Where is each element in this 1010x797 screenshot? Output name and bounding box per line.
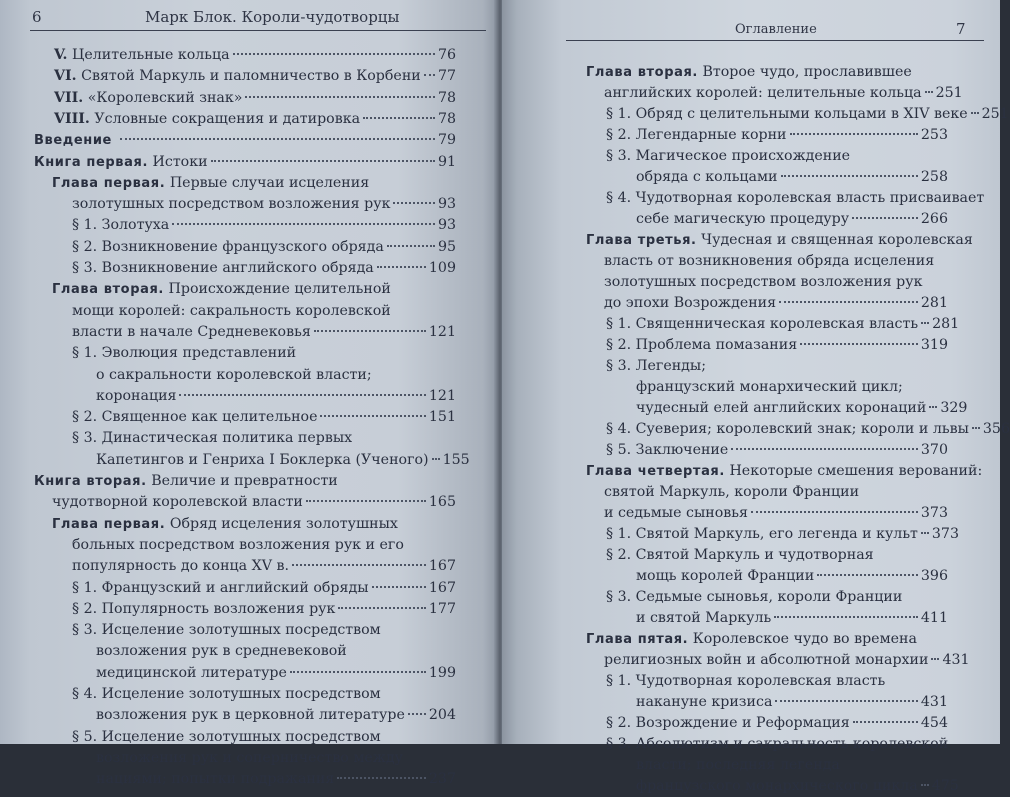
dot-leader [245,96,435,98]
toc-entry-title: власть от возникновения обряда исцеления [604,253,935,269]
toc-line [52,279,456,300]
toc-line [606,524,959,545]
toc-line [586,461,983,482]
dot-leader [921,532,929,534]
toc-entry-title: Обряд исцеления золотушных [169,515,398,532]
page-number: 7 [956,20,966,38]
toc-page-number: 76 [437,47,456,63]
toc-page-number: 121 [428,387,456,404]
toc-line [52,173,456,194]
toc-entry-label: § 4. [72,686,98,702]
toc-entry-title: Исцеление золотушных посредством [101,622,381,639]
toc-entry-title: Истоки [152,153,208,170]
toc-line [34,152,456,173]
toc-entry-label: § 4. [606,421,632,437]
toc-line [54,109,456,130]
toc-entry-title: популярность до конца XV в. [72,558,289,575]
toc-page-number: 95 [437,238,456,255]
toc-entry-label: Глава вторая. [52,282,164,298]
dot-leader [972,427,980,429]
dot-leader [338,607,426,609]
toc-entry-label: § 2. [606,547,632,563]
toc-entry-label: Глава четвертая. [586,464,725,479]
toc-line [636,755,948,776]
toc-entry-label: § 1. [72,579,98,596]
dot-leader [817,574,918,576]
toc-entry-label: § 1. [72,217,98,234]
toc-entry-title: мощи королей: сакральность королевской [72,302,391,319]
toc-line [72,258,456,279]
toc-line [606,104,1009,125]
toc-entry-label: § 3. [606,736,632,752]
toc-entry-title: Происхождение целительной [168,281,391,298]
toc-label-gap [112,130,117,151]
toc-entry-title: Целительные кольца [71,47,230,63]
toc-entry-title: накануне кризиса [636,694,773,710]
toc-entry-label: VII. [54,89,84,106]
toc-entry-title: золотушных посредством возложения рук [72,196,391,213]
toc-entry-label: § 3. [72,430,98,447]
toc-page-number: 204 [428,707,456,724]
toc-page-number: 431 [942,652,970,668]
toc-entry-title: Магическое происхождение [635,148,851,164]
page-number: 6 [32,8,42,26]
toc-line [636,167,948,188]
toc-line [96,365,456,386]
toc-line [604,503,948,524]
toc-entry-label: § 2. [606,127,632,143]
toc-line [72,428,456,449]
toc-entry-title: Эволюция представлений [101,345,297,362]
dot-leader [290,671,426,673]
toc-page-number: 78 [437,89,456,106]
toc-entry-title: Королевское чудо во времена [692,631,917,647]
toc-entry-label: V. [54,47,68,63]
toc-line [72,727,456,748]
toc-entry-title: английских королей: целительные кольца [604,85,922,101]
toc-line [604,251,948,272]
toc-entry-title: власти; последняя легенда [636,757,840,773]
toc-line [636,377,948,398]
dot-leader [233,53,435,55]
toc-line [72,215,456,236]
running-head: Марк Блок. Короли-чудотворцы [145,8,400,26]
toc-entry-title: о сакральности королевской власти; [96,366,372,383]
toc-entry-label: § 1. [606,673,632,689]
toc-entry-label: § 4. [606,190,632,206]
toc-page-number: 281 [932,316,960,332]
toc-entry-label: Книга вторая. [34,474,147,489]
toc-entry-label: § 2. [72,600,98,617]
toc-page-number: 431 [920,694,948,710]
toc-entry-label: Глава первая. [52,175,166,191]
toc-line [72,194,456,215]
toc-entry-title: обряда с кольцами [636,169,778,185]
toc-line [72,620,456,641]
toc-entry-title: Проблема помазания [635,337,798,353]
toc-page-number: 319 [920,337,948,353]
toc-line [54,45,456,66]
toc-line [606,146,948,167]
dot-leader [211,160,435,162]
toc-page-number: 177 [428,600,456,617]
dot-leader [790,133,918,135]
toc-line [606,419,1010,440]
toc-entry-title: себе магическую процедуру [636,211,850,227]
toc-entry-title: Седьмые сыновья, короли Франции [635,589,903,605]
dot-leader [774,616,918,618]
toc-entry-label: § 3. [72,260,98,276]
toc-line [606,125,948,146]
toc-entry-title: Чудесная и священная королевская [701,232,973,248]
toc-page-number: 258 [920,169,948,185]
toc-line [606,713,948,734]
toc-line [96,705,456,726]
toc-entry-label: Глава третья. [586,233,697,248]
toc-entry-title: Легенды; [635,358,706,374]
toc-page-number: 93 [437,217,456,234]
toc-entry-title: святой Маркуль, короли Франции [604,484,860,500]
toc-entry-label: Книга первая. [34,154,148,170]
toc-line [604,272,948,293]
toc-line [96,748,456,769]
toc-entry-title: Возникновение английского обряда [101,260,374,276]
toc-entry-title: больных посредством возложения рук и его [72,536,404,553]
toc-line [96,386,456,407]
toc-entry-title: Величие и превратности [151,473,338,489]
toc-line [606,188,985,209]
toc-line [604,650,970,671]
toc-line [606,440,948,461]
toc-line [72,322,456,343]
toc-page-number: 151 [428,409,456,426]
toc-entry-label: § 3. [606,589,632,605]
toc-line [72,343,456,364]
toc-entry-label: § 1. [606,526,632,542]
left-page [0,0,498,788]
toc-line [72,578,456,599]
dot-leader [751,511,918,513]
toc-entry-title: Святой Маркуль и паломничество в Корбени [81,68,421,85]
dot-leader [172,223,435,225]
toc-line [606,671,948,692]
dot-leader [800,343,918,345]
toc-line [96,769,456,790]
toc-entry-label: § 3. [606,148,632,164]
toc-entry-label: VI. [54,68,77,85]
toc-page-number: 251 [981,106,1009,122]
toc-line [606,545,948,566]
toc-page-number: 454 [920,715,948,731]
toc-entry-title: Чудотворная королевская власть [635,673,886,689]
dot-leader [363,117,435,119]
toc-entry-title: Возникновение французского обряда [101,238,384,255]
toc-entry-title: Некоторые смешения верований: [729,463,983,479]
toc-entry-title: Заключение [635,442,729,458]
toc-line [606,335,948,356]
toc-entry-label: § 5. [72,728,98,745]
toc-entry-title: нациями; попытки подражания [96,771,335,788]
toc-entry-title: Второе чудо, прославившее [702,64,912,80]
toc-line [636,692,948,713]
toc-line [54,66,456,87]
toc-entry-label: § 1. [606,106,632,122]
toc-page-number: 78 [437,110,456,127]
dot-leader [292,564,426,566]
toc-page-number: 109 [428,260,456,276]
toc-entry-label: § 2. [72,409,98,426]
dot-leader [372,586,426,588]
toc-line [606,734,948,755]
dot-leader [852,217,918,219]
toc-entry-title: французского монархического цикла [636,778,918,794]
dot-leader [929,406,937,408]
toc-entry-title: возложения рук в средневековой [96,643,347,660]
toc-line [52,492,456,513]
toc-line [636,566,948,587]
toc-entry-title: Возрождение и Реформация [635,715,850,731]
header-rule [566,40,984,41]
toc-line [72,599,456,620]
toc-page-number: 411 [920,610,948,626]
toc-line [72,556,456,577]
toc-entry-title: до эпохи Возрождения [604,295,777,311]
toc-entry-label: § 3. [606,358,632,374]
toc-line [96,641,456,662]
toc-page-number: 396 [920,568,948,584]
toc-page-number: 199 [428,664,456,681]
header-rule [30,30,486,31]
toc-page-number: 251 [935,85,963,101]
dot-leader [408,713,426,715]
toc-line [52,514,456,535]
toc-line [96,450,470,471]
toc-entry-title: «Королевский знак» [87,89,243,106]
toc-line [636,398,968,419]
toc-page-number: 266 [920,211,948,227]
toc-page-number: 167 [428,558,456,575]
dot-leader [921,784,929,786]
dot-leader [781,175,918,177]
toc-line [586,629,948,650]
dot-leader [971,112,979,114]
toc-entry-title: религиозных войн и абсолютной монархии [604,652,929,668]
toc-line [72,237,456,258]
toc-entry-label: Глава первая. [52,516,166,532]
dot-leader [320,415,425,417]
toc-entry-title: Суеверия; королевский знак; короли и львы [635,421,969,437]
toc-entry-title: Обряд с целительными кольцами в XIV веке [635,106,968,122]
toc-entry-title: французский монархический цикл; [636,379,903,395]
toc-entry-title: мощь королей Франции [636,568,815,584]
dot-leader [779,301,918,303]
toc-line [606,314,960,335]
dot-leader [921,322,929,324]
dot-leader [775,700,917,702]
toc-entry-label: Введение [34,133,112,149]
dot-leader [377,266,426,268]
toc-line [604,482,948,503]
toc-line [586,230,973,251]
toc-page-number: 281 [920,295,948,311]
running-head: Оглавление [735,22,817,37]
toc-line [586,62,948,83]
toc-entry-title: чудесный елей английских коронаций [636,400,927,416]
toc-line [72,407,456,428]
toc-line [636,209,948,230]
dot-leader [179,394,425,396]
toc-line [96,663,456,684]
toc-entry-label: § 2. [72,238,98,255]
right-page [502,0,1010,794]
toc-entry-label: § 3. [72,622,98,639]
toc-entry-title: Капетингов и Генриха I Боклерка (Ученого) [96,451,429,468]
toc-entry-title: Условные сокращения и датировка [94,110,361,127]
toc-entry-title: Абсолютизм и сакральность королевской [635,736,949,752]
toc-entry-label: § 1. [72,345,98,362]
toc-entry-label: § 1. [606,316,632,332]
toc-line [604,83,963,104]
toc-line [604,293,948,314]
toc-entry-title: возложения рук и соперничество между [96,749,403,766]
toc-entry-label: § 5. [606,442,632,458]
dot-leader [387,245,435,247]
toc-entry-title: Первые случаи исцеления [169,174,370,191]
dot-leader [120,138,435,140]
toc-line [72,535,456,556]
toc-entry-title: медицинской литературе [96,664,287,681]
toc-line [72,684,456,705]
toc-line [54,88,456,109]
dot-leader [731,448,918,450]
toc-entry-label: Глава вторая. [586,65,698,80]
dot-leader [393,202,434,204]
toc-page-number: 167 [428,579,456,596]
toc-page-number: 91 [437,153,456,170]
toc-page-number: 77 [437,68,456,85]
toc-entry-title: Исцеление золотушных посредством [101,686,381,702]
toc-page-number: 237 [428,771,456,788]
dot-leader [337,777,426,779]
dot-leader [925,91,933,93]
toc-entry-label: Глава пятая. [586,632,689,647]
toc-page-number: 356 [982,421,1010,437]
toc-entry-title: Чудотворная королевская власть присваивает [635,190,985,206]
toc-line [72,301,456,322]
toc-entry-title: золотушных посредством возложения рук [604,274,923,290]
dot-leader [306,500,426,502]
toc-page-number: 93 [437,196,456,213]
toc-entry-title: власти в начале Средневековья [72,323,311,340]
toc-line [636,776,959,797]
toc-line [606,587,948,608]
toc-page-number: 79 [437,132,456,149]
toc-page-number: 121 [428,323,456,340]
toc-entry-label: § 2. [606,337,632,353]
toc-entry-title: возложения рук в церковной литературе [96,707,405,724]
toc-page-number: 165 [428,494,456,511]
toc-entry-title: Святой Маркуль и чудотворная [635,547,874,563]
toc-page-number: 253 [920,127,948,143]
toc-page-number: 370 [920,442,948,458]
dot-leader [432,458,440,460]
toc-entry-title: Династическая политика первых [101,430,353,447]
toc-entry-title: Исцеление золотушных посредством [101,728,381,745]
toc-page-number: 475 [931,778,959,794]
toc-page-number: 155 [442,451,470,468]
toc-line [34,130,456,151]
toc-entry-label: § 2. [606,715,632,731]
toc-entry-title: Священническая королевская власть [635,316,919,332]
toc-entry-title: Священное как целительное [101,409,318,426]
toc-entry-title: Золотуха [101,217,170,234]
dot-leader [424,74,435,76]
toc-entry-title: коронация [96,387,177,404]
toc-entry-title: Легендарные корни [635,127,787,143]
toc-page-number: 373 [920,505,948,521]
toc-entry-title: и седьмые сыновья [604,505,748,521]
dot-leader [853,721,918,723]
dot-leader [931,658,939,660]
toc-line [34,471,456,492]
toc-line [606,356,948,377]
toc-entry-title: чудотворной королевской власти [52,494,303,511]
dot-leader [314,330,426,332]
toc-entry-title: и святой Маркуль [636,610,772,626]
toc-page-number: 373 [931,526,959,542]
toc-line [636,608,948,629]
toc-entry-title: Популярность возложения рук [101,600,336,617]
toc-page-number: 329 [940,400,968,416]
toc-entry-title: Святой Маркуль, его легенда и культ [635,526,918,542]
toc-entry-label: VIII. [54,110,90,127]
toc-entry-title: Французский и английский обряды [101,579,369,596]
